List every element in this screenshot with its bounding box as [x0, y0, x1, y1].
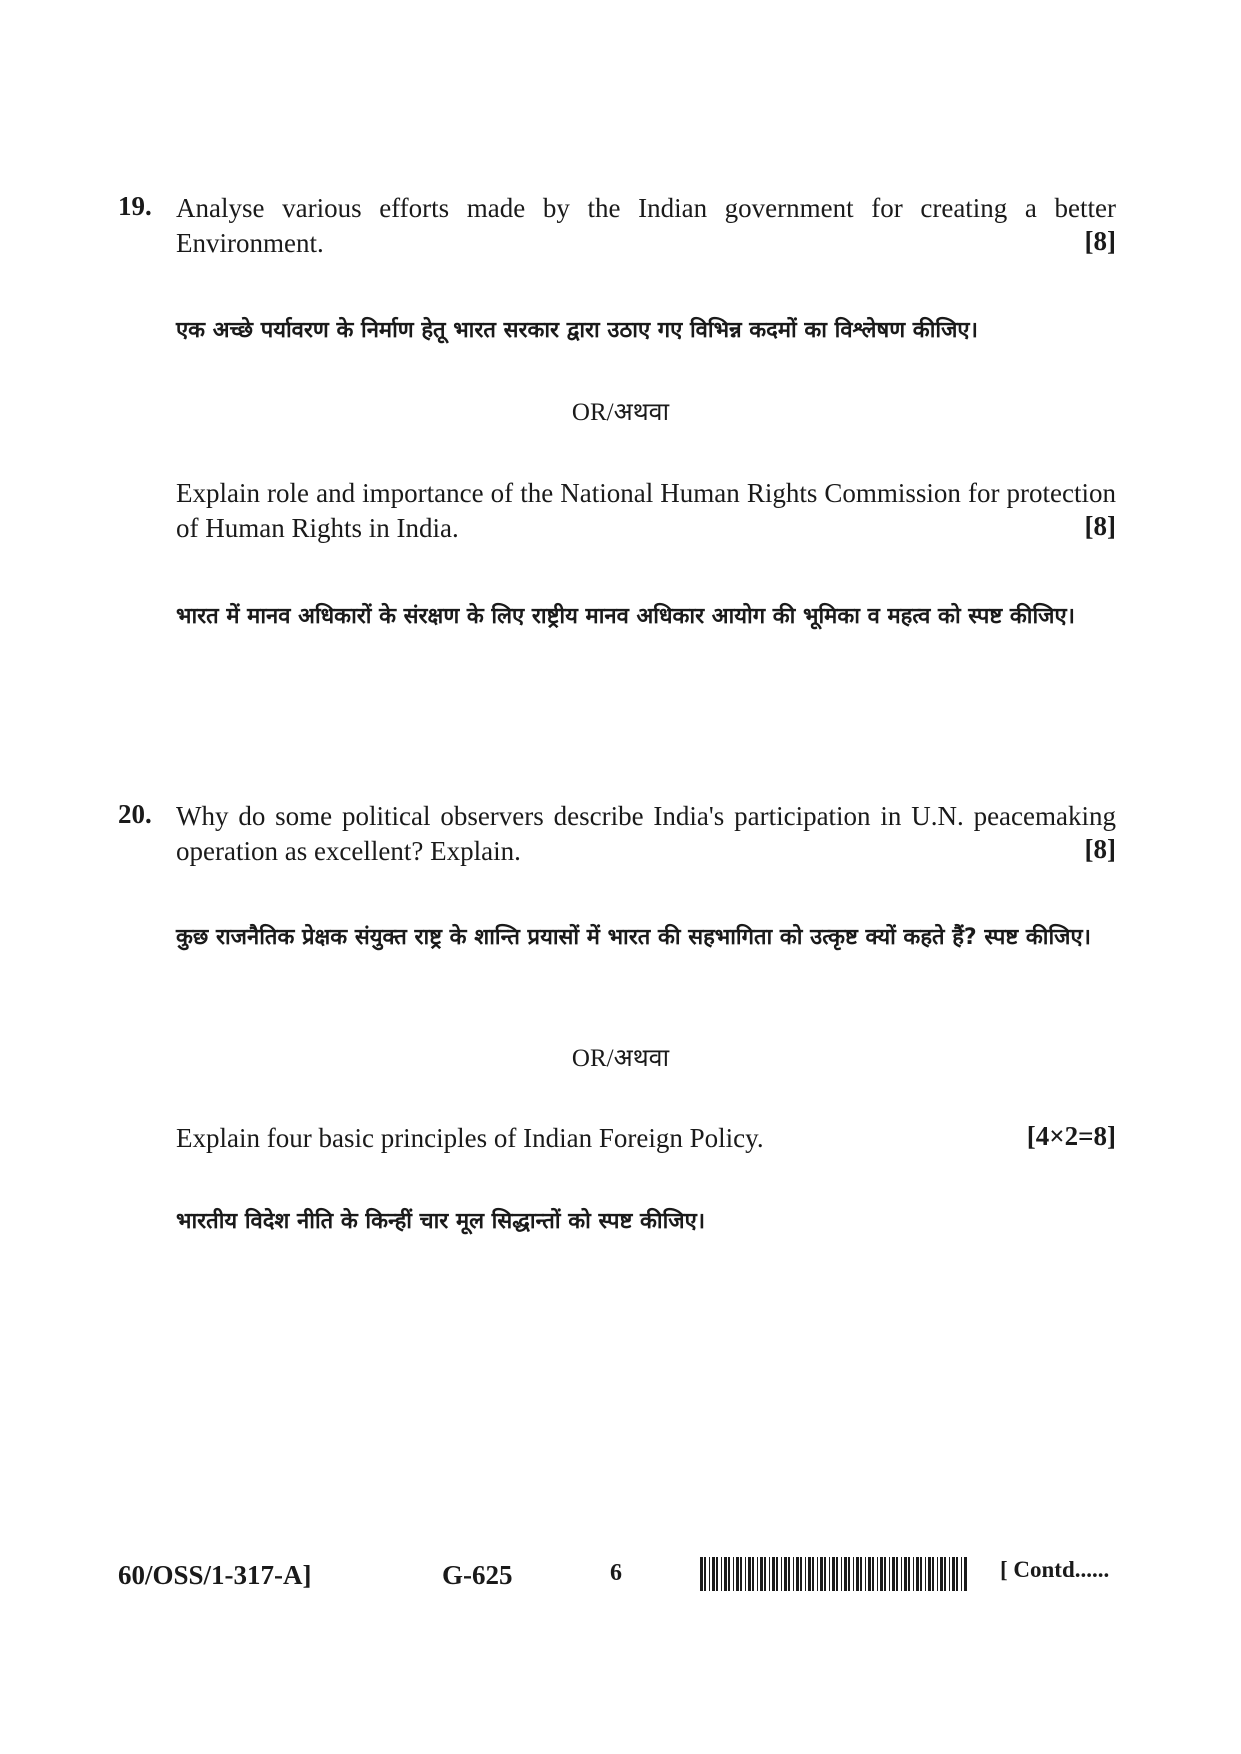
question-text-english: Analyse various efforts made by the Indian government for creating a better Environment.	[176, 193, 1116, 258]
alternative-question-marks: [4×2=8]	[1026, 1121, 1116, 1151]
page-number: 6	[610, 1560, 622, 1586]
alternative-question-hindi: भारत में मानव अधिकारों के संरक्षण के लिए राष्ट्रीय मानव अधिकार आयोग की भूमिका व महत्व को स्पष्ट कीजिए।	[176, 604, 1075, 629]
alternative-question-marks: [8]	[1084, 511, 1116, 541]
question-number: 20.	[118, 799, 152, 829]
question-text-hindi: एक अच्छे पर्यावरण के निर्माण हेतू भारत सरकार द्वारा उठाए गए विभिन्न कदमों का विश्लेषण कीजिए।	[176, 318, 978, 343]
barcode-image	[700, 1557, 970, 1591]
or-separator: OR/अथवा	[571, 1045, 670, 1072]
continued-label: [ Contd......	[1000, 1557, 1110, 1582]
question-text-english: Why do some political observers describe India's participation in U.N. peacemaking operation as excellent? Explain.	[176, 801, 1116, 866]
series-code: G-625	[442, 1560, 513, 1590]
alternative-question-hindi: भारतीय विदेश नीति के किन्हीं चार मूल सिद्धान्तों को स्पष्ट कीजिए।	[176, 1209, 706, 1234]
alternative-question-english: Explain four basic principles of Indian Foreign Policy.	[176, 1123, 764, 1153]
or-separator: OR/अथवा	[571, 399, 670, 426]
question-marks: [8]	[1084, 834, 1116, 864]
question-text-hindi: कुछ राजनैतिक प्रेक्षक संयुक्त राष्ट्र के शान्ति प्रयासों में भारत की सहभागिता को उत्कृष्ट क्यों कहते हैं? स्पष्ट कीजिए।	[176, 925, 1091, 950]
paper-code: 60/OSS/1-317-A]	[118, 1560, 312, 1590]
question-marks: [8]	[1084, 226, 1116, 256]
question-number: 19.	[118, 191, 152, 221]
alternative-question-english: Explain role and importance of the National Human Rights Commission for protection of Human Rights in India.	[176, 478, 1116, 543]
